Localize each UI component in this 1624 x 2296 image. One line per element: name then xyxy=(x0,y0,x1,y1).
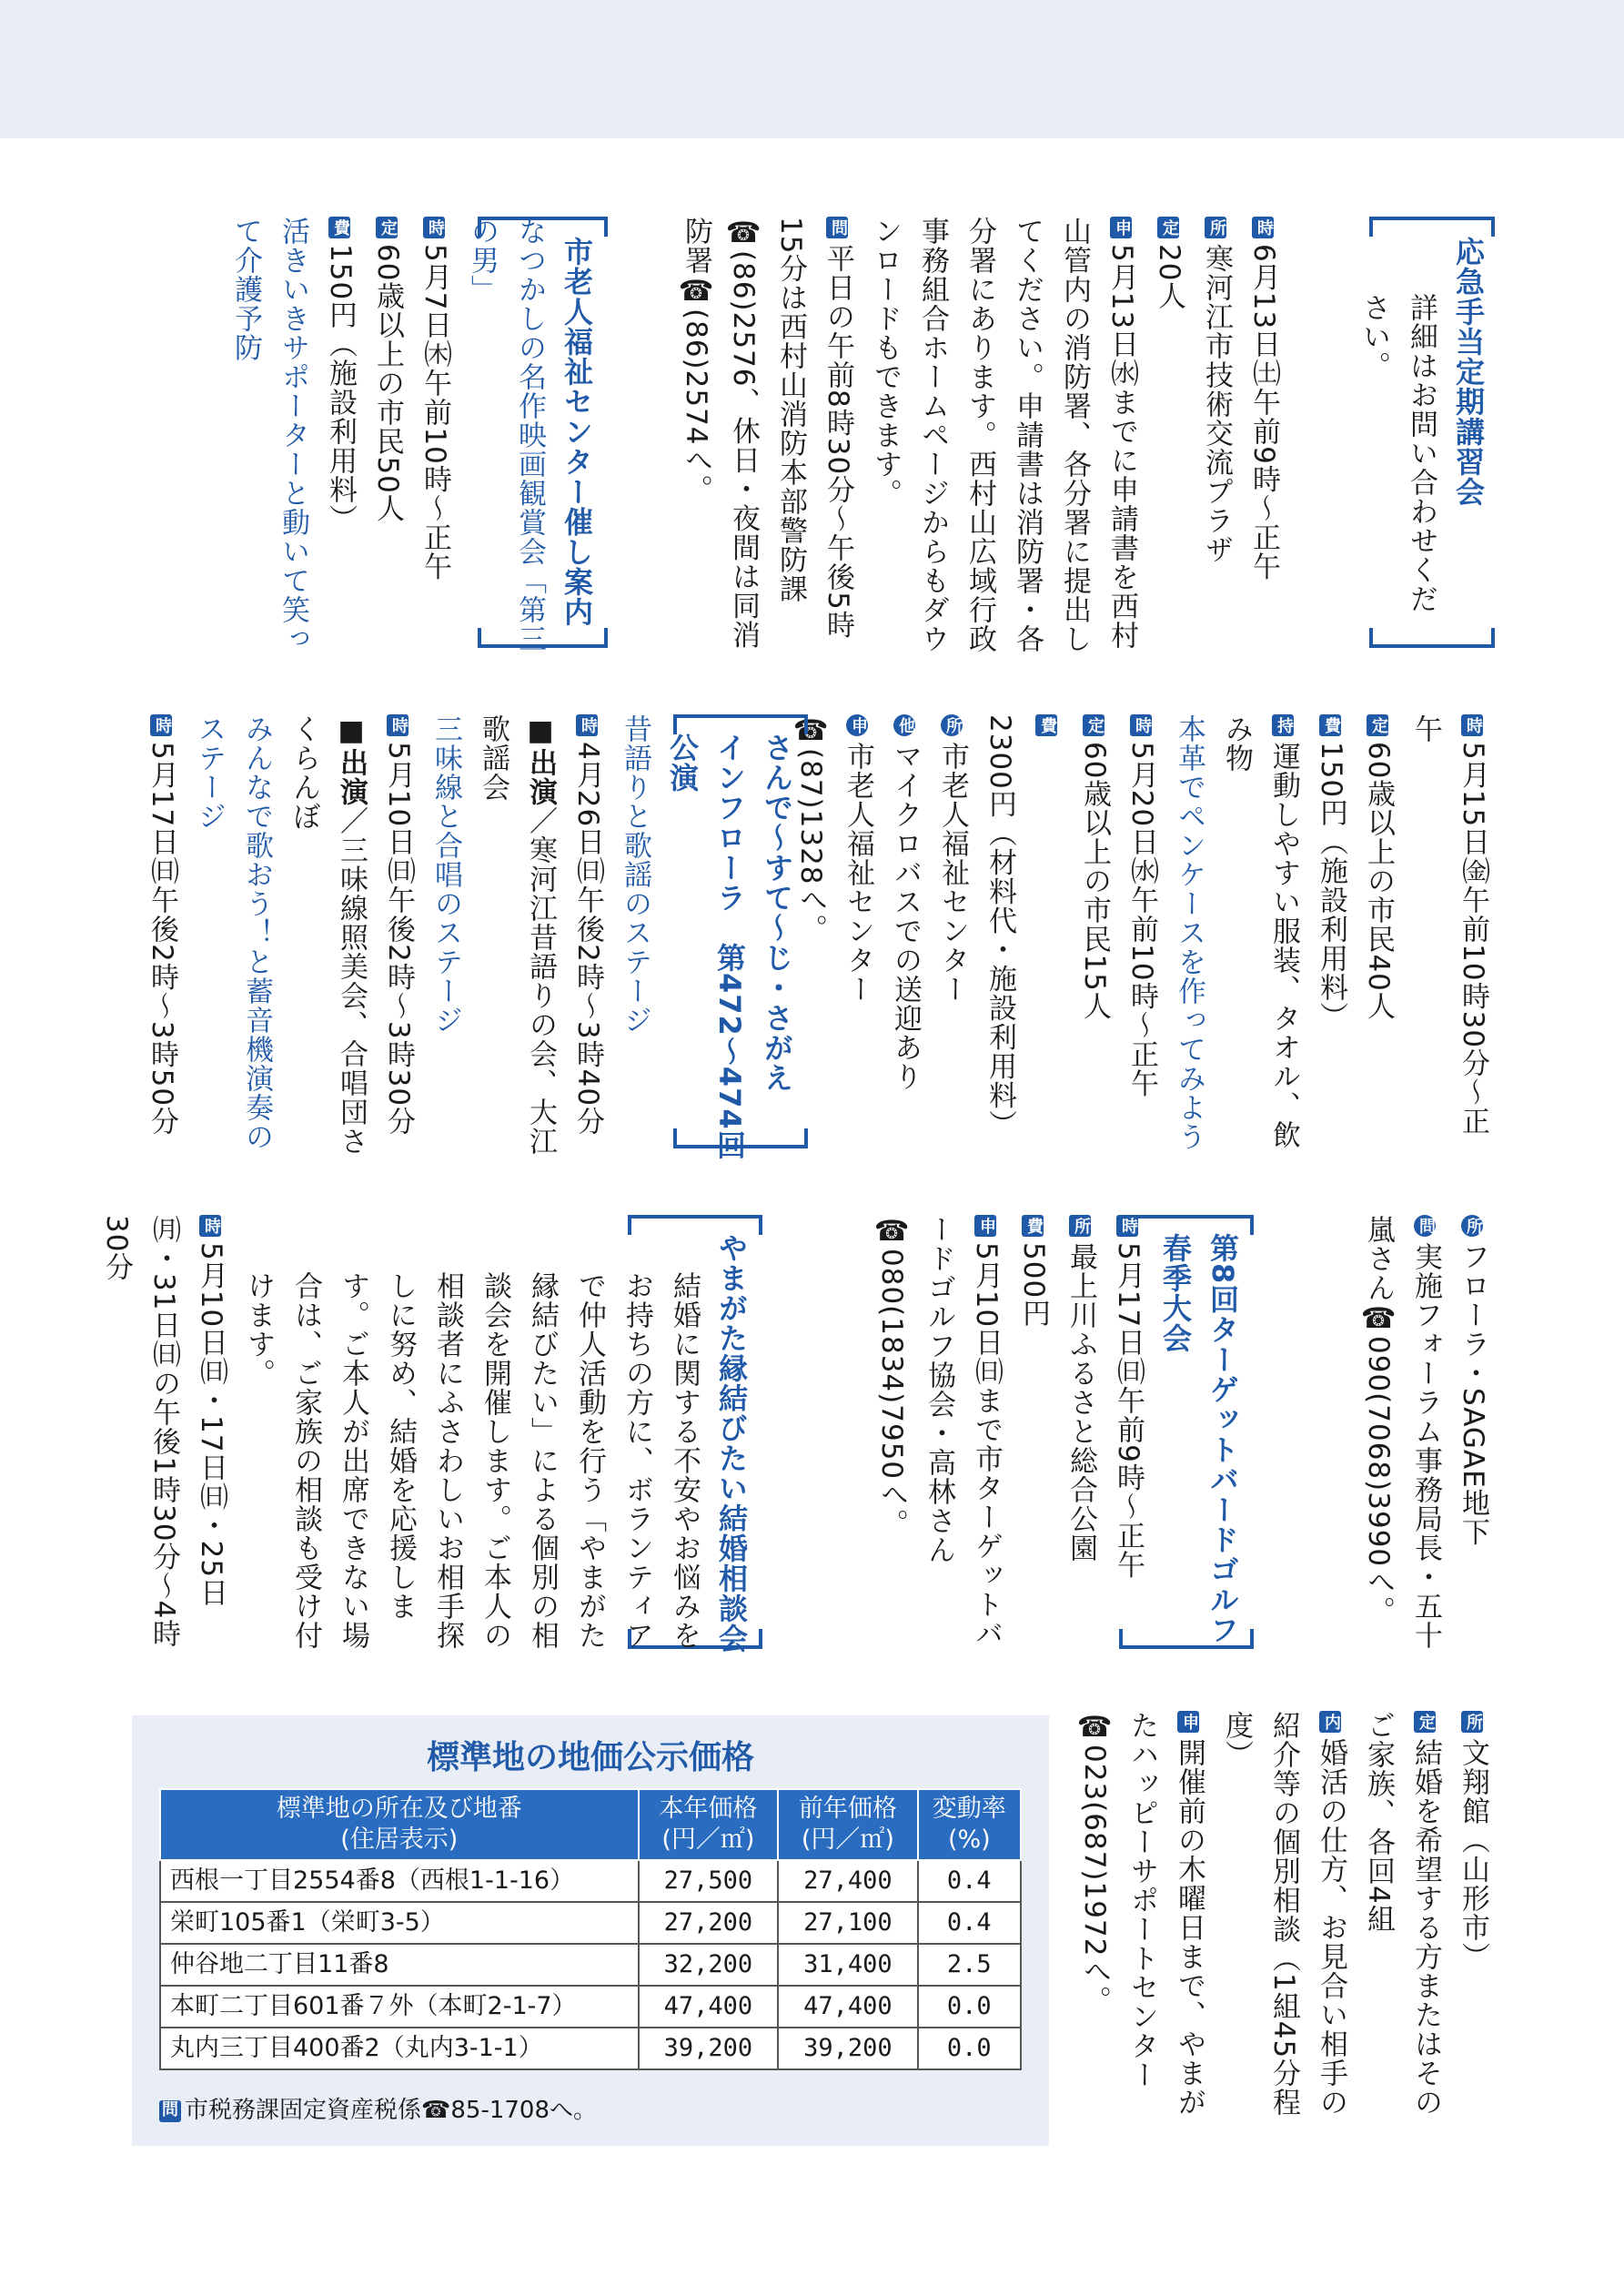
square-bullet: ■ xyxy=(335,714,368,748)
performer-label: 出演 xyxy=(524,748,557,806)
note-text: 市税務課固定資産税係☎85-1708へ。 xyxy=(185,2097,598,2124)
time-tag: 時 xyxy=(387,714,409,736)
fee-tag: 費 xyxy=(1022,1215,1044,1237)
current-price-cell: 27,500 xyxy=(639,1860,779,1902)
event-title: 昔語りと歌謡のステージ xyxy=(619,714,651,1035)
capacity-value: 60歳以上の市民50人 xyxy=(371,244,404,523)
previous-price-cell: 47,400 xyxy=(778,1986,918,2028)
stage-performance-section xyxy=(127,714,801,1160)
header-current-price: 本年価格 (円／㎡) xyxy=(639,1789,779,1860)
place-tag: 所 xyxy=(1069,1215,1091,1237)
event-title: 活きいきサポーターと動いて笑って介護予防 xyxy=(229,217,309,653)
section-title: 応急手当定期講習会 xyxy=(1451,237,1486,507)
location-cell: 仲谷地二丁目11番8 xyxy=(160,1944,639,1986)
table-row xyxy=(160,1944,1021,1986)
apply-value: 5月10日㈰まで市ターゲットバードゴルフ協会・高林さん☎080(1834)7950へ。 xyxy=(875,1215,1003,1649)
location-cell: 栄町105番1（栄町3-5） xyxy=(160,1902,639,1944)
other-value: マイクロバスでの送迎あり xyxy=(889,742,922,1091)
change-rate-cell: 2.5 xyxy=(918,1944,1021,1986)
apply-value: 市老人福祉センター☎(87)1328へ。 xyxy=(794,714,874,1004)
apply-value: 開催前の木曜日まで、やまがたハッピーサポートセンター☎023(687)1972へ。 xyxy=(1078,1711,1205,2117)
inquiry-tag: 問 xyxy=(159,2100,181,2122)
elderly-center-continued xyxy=(794,714,1497,1160)
header-previous-price: 前年価格 (円／㎡) xyxy=(778,1789,918,1860)
section-title: さんで〜すて〜じ・さがえ xyxy=(760,733,794,1093)
event-title: なつかしの名作映画観賞会「第三の男」 xyxy=(466,217,546,653)
previous-price-cell: 27,400 xyxy=(778,1860,918,1902)
time-tag: 時 xyxy=(1130,714,1152,736)
table-header-row xyxy=(160,1789,1021,1860)
change-rate-cell: 0.0 xyxy=(918,1986,1021,2028)
inquiry-value: 実施フォーラム事務局長・五十嵐さん☎090(7068)3990へ。 xyxy=(1362,1215,1442,1650)
previous-price-cell: 27,100 xyxy=(778,1902,918,1944)
current-price-cell: 27,200 xyxy=(639,1902,779,1944)
capacity-tag: 定 xyxy=(1367,714,1388,736)
title-frame-top xyxy=(1369,217,1495,237)
body-text: 結婚に関する不安やお悩みをお持ちの方に、ボランティアで仲人活動を行う「やまがた縁結びたい」による個別の相談会を開催します。ご本人の相談者にふさわしいお相手探しに努め、結婚を応援します。ご本人が出席できない場合は、ご家族の相談も受け付けます。 xyxy=(242,1271,701,1650)
table-row xyxy=(160,2028,1021,2069)
table-note xyxy=(159,2091,597,2125)
performer-label: 出演 xyxy=(335,748,368,806)
top-header-band xyxy=(0,0,1624,138)
intro-text: 詳細はお問い合わせください。 xyxy=(1357,293,1437,613)
square-bullet: ■ xyxy=(524,714,557,748)
time-tag: 時 xyxy=(1252,217,1274,238)
apply-tag: 申 xyxy=(974,1215,996,1237)
time-value: 5月17日㈰午前9時〜正午 xyxy=(1112,1242,1145,1580)
event-title: 本革でペンケースを作ってみよう xyxy=(1173,714,1205,1151)
capacity-tag: 定 xyxy=(1414,1711,1436,1733)
marriage-consultation-continued xyxy=(1078,1711,1497,2139)
current-price-cell: 47,400 xyxy=(639,1986,779,2028)
capacity-value: 20人 xyxy=(1153,244,1185,311)
apply-value: 5月13日㈬までに申請書を西村山管内の消防署、各分署に提出してください。申請書は消防署・各分署にあります。西村山広域行政事務組合ホームページからもダウンロードもできます。 xyxy=(869,217,1138,653)
land-price-section xyxy=(132,1715,1049,2146)
place-tag: 所 xyxy=(1205,217,1226,238)
place-tag: 所 xyxy=(1461,1215,1483,1237)
slash: ／ xyxy=(335,806,368,835)
time-tag: 時 xyxy=(1116,1215,1138,1237)
elderly-center-section xyxy=(127,217,600,663)
apply-tag: 申 xyxy=(1110,217,1132,238)
section-title: 市老人福祉センター催し案内 xyxy=(560,237,594,627)
place-value: 最上川ふるさと総合公園 xyxy=(1064,1242,1097,1563)
change-rate-cell: 0.4 xyxy=(918,1860,1021,1902)
bring-tag: 持 xyxy=(1272,714,1294,736)
place-value: 市老人福祉センター xyxy=(936,742,969,1004)
time-value: 4月26日㈰午後2時〜3時40分 xyxy=(571,742,604,1137)
location-cell: 丸内三丁目400番2（丸内3-1-1） xyxy=(160,2028,639,2069)
change-rate-cell: 0.4 xyxy=(918,1902,1021,1944)
capacity-value: 60歳以上の市民40人 xyxy=(1362,742,1395,1021)
emergency-course-section xyxy=(1350,237,1492,637)
table-row xyxy=(160,1860,1021,1902)
capacity-value: 60歳以上の市民15人 xyxy=(1078,742,1111,1021)
fee-tag: 費 xyxy=(328,217,350,238)
place-tag: 所 xyxy=(941,714,963,736)
content-tag: 内 xyxy=(1319,1711,1341,1733)
content-value: 婚活の仕方、お見合い相手の紹介等の個別相談（1組45分程度） xyxy=(1220,1711,1347,2118)
section-title: やまがた縁結びたい結婚相談会 xyxy=(714,1233,749,1654)
header-location: 標準地の所在及び地番 (住居表示) xyxy=(160,1789,639,1860)
place-tag: 所 xyxy=(1461,1711,1483,1733)
event-title: みんなで歌おう！と蓄音機演奏のステージ xyxy=(193,714,273,1151)
fee-value: 150円（施設利用料） xyxy=(324,244,357,534)
inquiry-tag: 問 xyxy=(1414,1215,1436,1237)
apply-tag: 申 xyxy=(1177,1711,1199,1733)
capacity-tag: 定 xyxy=(1083,714,1105,736)
previous-price-cell: 31,400 xyxy=(778,1944,918,1986)
time-value: 6月13日㈯午前9時〜正午 xyxy=(1247,244,1280,582)
time-tag: 時 xyxy=(576,714,598,736)
table-row xyxy=(160,1986,1021,2028)
fee-tag: 費 xyxy=(1035,714,1057,736)
slash: ／ xyxy=(524,806,557,835)
time-value: 5月7日㈭午前10時〜正午 xyxy=(419,244,451,582)
bring-value: 運動しやすい服装、タオル、飲み物 xyxy=(1220,714,1300,1149)
marriage-consultation-section xyxy=(100,1215,755,1661)
time-tag: 時 xyxy=(423,217,445,238)
capacity-tag: 定 xyxy=(1157,217,1179,238)
previous-price-cell: 39,200 xyxy=(778,2028,918,2069)
location-cell: 西根一丁目2554番8（西根1-1-16） xyxy=(160,1860,639,1902)
stage-performance-continued xyxy=(1310,1215,1497,1661)
performer-value: 三味線照美会、合唱団さくらんぼ xyxy=(287,714,368,1156)
fee-value: 500円 xyxy=(1017,1242,1050,1329)
time-tag: 時 xyxy=(150,714,172,736)
capacity-tag: 定 xyxy=(376,217,398,238)
golf-tournament-section xyxy=(869,1215,1246,1661)
fee-tag: 費 xyxy=(1319,714,1341,736)
capacity-value: 結婚を希望する方またはそのご家族、各回4組 xyxy=(1362,1711,1442,2117)
place-value: 寒河江市技術交流プラザ xyxy=(1200,244,1233,564)
emergency-course-body xyxy=(491,217,1287,663)
change-rate-cell: 0.0 xyxy=(918,2028,1021,2069)
time-tag: 時 xyxy=(1461,714,1483,736)
land-price-table xyxy=(159,1788,1022,2070)
event-title: 三味線と合唱のステージ xyxy=(429,714,462,1035)
time-value: 5月10日㈰・17日㈰・25日㈪・31日㈰の午後1時30分〜4時30分 xyxy=(100,1215,227,1649)
place-value: フローラ・SAGAE地下 xyxy=(1457,1242,1489,1547)
performer-value: 寒河江昔語りの会、大江歌謡会 xyxy=(477,714,557,1156)
time-value: 5月17日㈰午後2時〜3時50分 xyxy=(146,742,178,1137)
time-value: 5月20日㈬午前10時〜正午 xyxy=(1125,742,1158,1098)
header-change-rate: 変動率 (%) xyxy=(918,1789,1021,1860)
fee-value: 2300円（材料代・施設利用料） xyxy=(983,714,1016,1139)
fee-value: 150円（施設利用料） xyxy=(1315,742,1347,1032)
section-subtitle: インフローラ 第472〜474回公演 xyxy=(665,733,747,1160)
other-tag: 他 xyxy=(893,714,915,736)
inquiry-tag: 問 xyxy=(826,217,848,238)
location-cell: 本町二丁目601番７外（本町2-1-7） xyxy=(160,1986,639,2028)
time-tag: 時 xyxy=(199,1215,221,1237)
apply-tag: 申 xyxy=(846,714,868,736)
table-title: 標準地の地価公示価格 xyxy=(426,1739,754,1776)
time-value: 5月15日㈮午前10時30分〜正午 xyxy=(1409,714,1489,1137)
current-price-cell: 39,200 xyxy=(639,2028,779,2069)
current-price-cell: 32,200 xyxy=(639,1944,779,1986)
inquiry-value: 平日の午前8時30分〜午後5時15分は西村山消防本部警防課☎(86)2576、休日・夜間は同消防署☎(86)2574へ。 xyxy=(680,217,854,650)
time-value: 5月10日㈰午後2時〜3時30分 xyxy=(382,742,415,1137)
section-title: 第8回ターゲットバードゴルフ春季大会 xyxy=(1158,1233,1240,1645)
place-value: 文翔館（山形市） xyxy=(1457,1738,1489,1971)
table-row xyxy=(160,1902,1021,1944)
